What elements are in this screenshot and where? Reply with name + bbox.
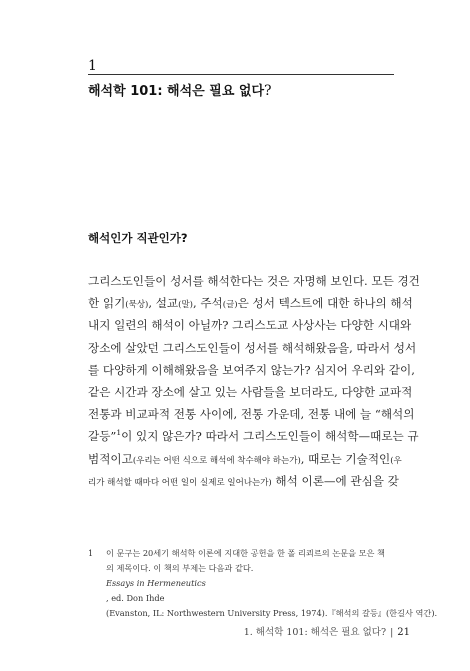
chapter-title-main: 해석학 101: 해석은 필요 없다 [88, 84, 265, 99]
body-line: 전통과 비교파적 전통 사이에, 전통 가운데, 전통 내에 늘 “해석의 [88, 407, 415, 422]
chapter-title [88, 80, 272, 99]
chapter-title-question-mark: ? [264, 83, 272, 99]
body-line: 한 읽기(묵상), 설교(말), 주석(글)은 성서 텍스트에 대한 하나의 해석 [88, 296, 413, 311]
footer-separator: | [390, 627, 394, 638]
body-line: 그리스도인들이 성서를 해석한다는 것은 자명해 보인다. 모든 경건 [88, 274, 420, 288]
body-line: 내지 일련의 해석이 아닐까? 그리스도교 사상사는 다양한 시대와 [88, 318, 412, 333]
page-number: 21 [397, 627, 410, 638]
footnote-number: 1 [88, 548, 94, 558]
body-line: 리가 해석할 때마다 어떤 일이 실제로 일어나는가) 해석 이론—에 관심을 갖 [88, 473, 399, 488]
running-title: 1. 해석학 101: 해석은 필요 없다? [243, 627, 387, 638]
chapter-number: 1 [88, 58, 97, 74]
body-line: 갈등”$^1$이 있지 않은가? 따라서 그리스도인들이 해석학—때로는 규 [88, 428, 419, 444]
body-line: 장소에 살았던 그리스도인들이 성서를 해석해왔음을, 따라서 성서 [88, 340, 417, 355]
footnote-line: (Evanston, IL: Northwestern University Press, 1974).『해석의 갈등』(한길사 역간). [106, 608, 438, 618]
page-footer [244, 624, 410, 638]
section-heading: 해석인가 직관인가? [88, 231, 188, 245]
footnote-line: 이 문구는 20세기 해석학 이론에 지대한 공헌을 한 폴 리쾨르의 논문을 모은 책 [106, 548, 385, 558]
chapter-rule [88, 74, 394, 75]
footnote [88, 546, 438, 621]
body-line: 를 다양하게 이해해왔음을 보여주지 않는가? 심지어 우리와 같이, [88, 362, 415, 377]
body-line: 범적이고(우리는 어떤 식으로 해석에 착수해야 하는가), 때로는 기술적인(우 [88, 451, 402, 466]
footnote-line: 의 제목이다. 이 책의 부제는 다음과 같다. Essays in Hermeneutics , ed. Don Ihde [106, 563, 254, 603]
body-paragraph [88, 270, 420, 492]
footnote-reference: 1 [116, 428, 122, 438]
body-line: 같은 시간과 장소에 살고 있는 사람들을 보더라도, 다양한 교파적 [88, 384, 413, 399]
